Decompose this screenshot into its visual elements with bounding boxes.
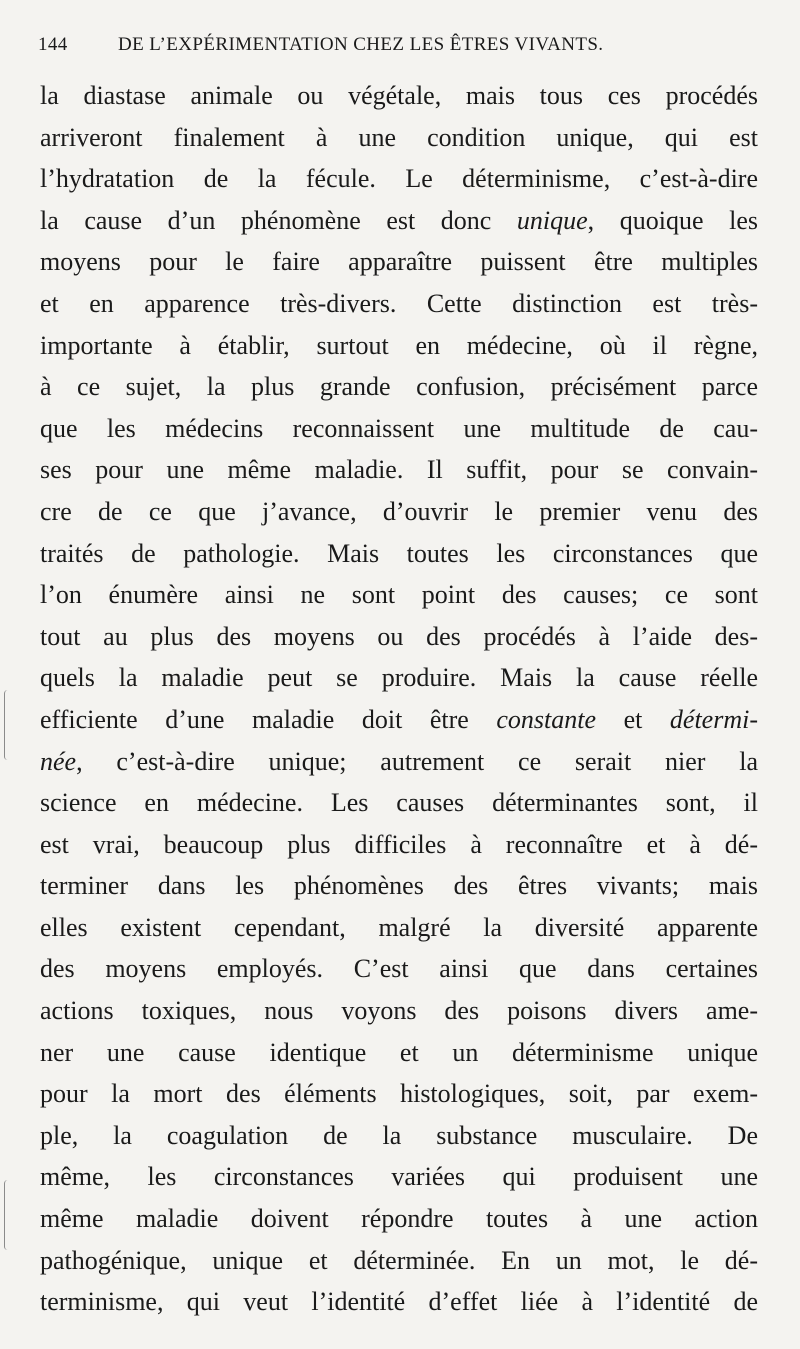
text-line [40,948,758,990]
text-line [40,241,758,283]
text-segment: même, les circonstances variées qui produisent une [40,1162,758,1192]
text-line [40,533,758,575]
running-title: DE L’EXPÉRIMENTATION CHEZ LES ÊTRES VIVANTS. [118,34,604,55]
text-segment: terminisme, qui veut l’identité d’effet liée à l’identité de [40,1287,758,1317]
text-line [40,1073,758,1115]
text-line [40,325,758,367]
text-line [40,158,758,200]
text-segment: et en apparence très-divers. Cette distinction est très- [40,288,758,318]
text-segment: l’hydratation de la fécule. Le déterminisme, c’est-à-dire [40,164,758,194]
text-segment: moyens pour le faire apparaître puissent être multiples [40,247,758,277]
text-segment: pathogénique, unique et déterminée. En un mot, le dé- [40,1245,758,1275]
text-segment: ner une cause identique et un déterminisme unique [40,1037,758,1067]
text-segment: est vrai, beaucoup plus difficiles à reconnaître et à dé- [40,829,758,859]
text-segment: à ce sujet, la plus grande confusion, précisément parce [40,372,758,402]
text-line [40,616,758,658]
text-line [40,1198,758,1240]
text-line [40,1240,758,1282]
text-line [40,75,758,117]
text-line [40,990,758,1032]
text-segment: tout au plus des moyens ou des procédés à l’aide des- [40,621,758,651]
text-line [40,491,758,533]
text-line [40,824,758,866]
text-segment: ses pour une même maladie. Il suffit, pour se convain- [40,455,758,485]
text-line [40,1115,758,1157]
italic-text: née [40,746,77,776]
text-segment: des moyens employés. C’est ainsi que dans certaines [40,954,758,984]
body-text [40,75,758,1323]
text-line [40,408,758,450]
text-segment: la diastase animale ou végétale, mais tous ces procédés [40,81,758,110]
text-segment: importante à établir, surtout en médecine, où il règne, [40,330,758,360]
text-line [40,782,758,824]
text-segment: , quoique les [587,205,758,235]
italic-text: détermi- [669,704,759,734]
text-segment: arriveront finalement à une condition unique, qui est [40,122,758,152]
text-segment: même maladie doivent répondre toutes à une action [40,1204,758,1234]
text-line [40,117,758,159]
text-line [40,366,758,408]
text-segment: terminer dans les phénomènes des êtres vivants; mais [40,871,758,901]
text-segment: elles existent cependant, malgré la diversité apparente [40,912,758,942]
text-segment: , c’est-à-dire unique; autrement ce serait nier la [76,746,758,776]
text-segment: traités de pathologie. Mais toutes les circonstances que [40,538,758,568]
text-line [40,1032,758,1074]
italic-text: unique [516,205,588,235]
text-line [40,865,758,907]
text-segment: quels la maladie peut se produire. Mais la cause réelle [40,663,758,693]
text-segment: actions toxiques, nous voyons des poisons divers ame- [40,996,758,1026]
text-line [40,657,758,699]
running-head [38,34,758,64]
text-line [40,449,758,491]
page-number: 144 [38,34,68,55]
text-line [40,699,758,741]
text-segment: la cause d’un phénomène est donc [40,205,517,235]
text-segment: efficiente d’une maladie doit être [40,704,497,734]
text-line [40,907,758,949]
text-segment: et [596,704,670,734]
margin-mark [4,1180,11,1250]
italic-text: constante [496,704,597,734]
text-line [40,283,758,325]
text-segment: l’on énumère ainsi ne sont point des causes; ce sont [40,580,758,610]
text-segment: cre de ce que j’avance, d’ouvrir le premier venu des [40,496,758,526]
text-line [40,741,758,783]
text-line [40,200,758,242]
text-line [40,1281,758,1323]
text-segment: ple, la coagulation de la substance musculaire. De [40,1120,758,1150]
text-segment: que les médecins reconnaissent une multitude de cau- [40,413,758,443]
text-line [40,574,758,616]
text-segment: science en médecine. Les causes déterminantes sont, il [40,788,758,818]
text-segment: pour la mort des éléments histologiques, soit, par exem- [40,1079,758,1109]
margin-mark [4,690,11,760]
text-line [40,1156,758,1198]
